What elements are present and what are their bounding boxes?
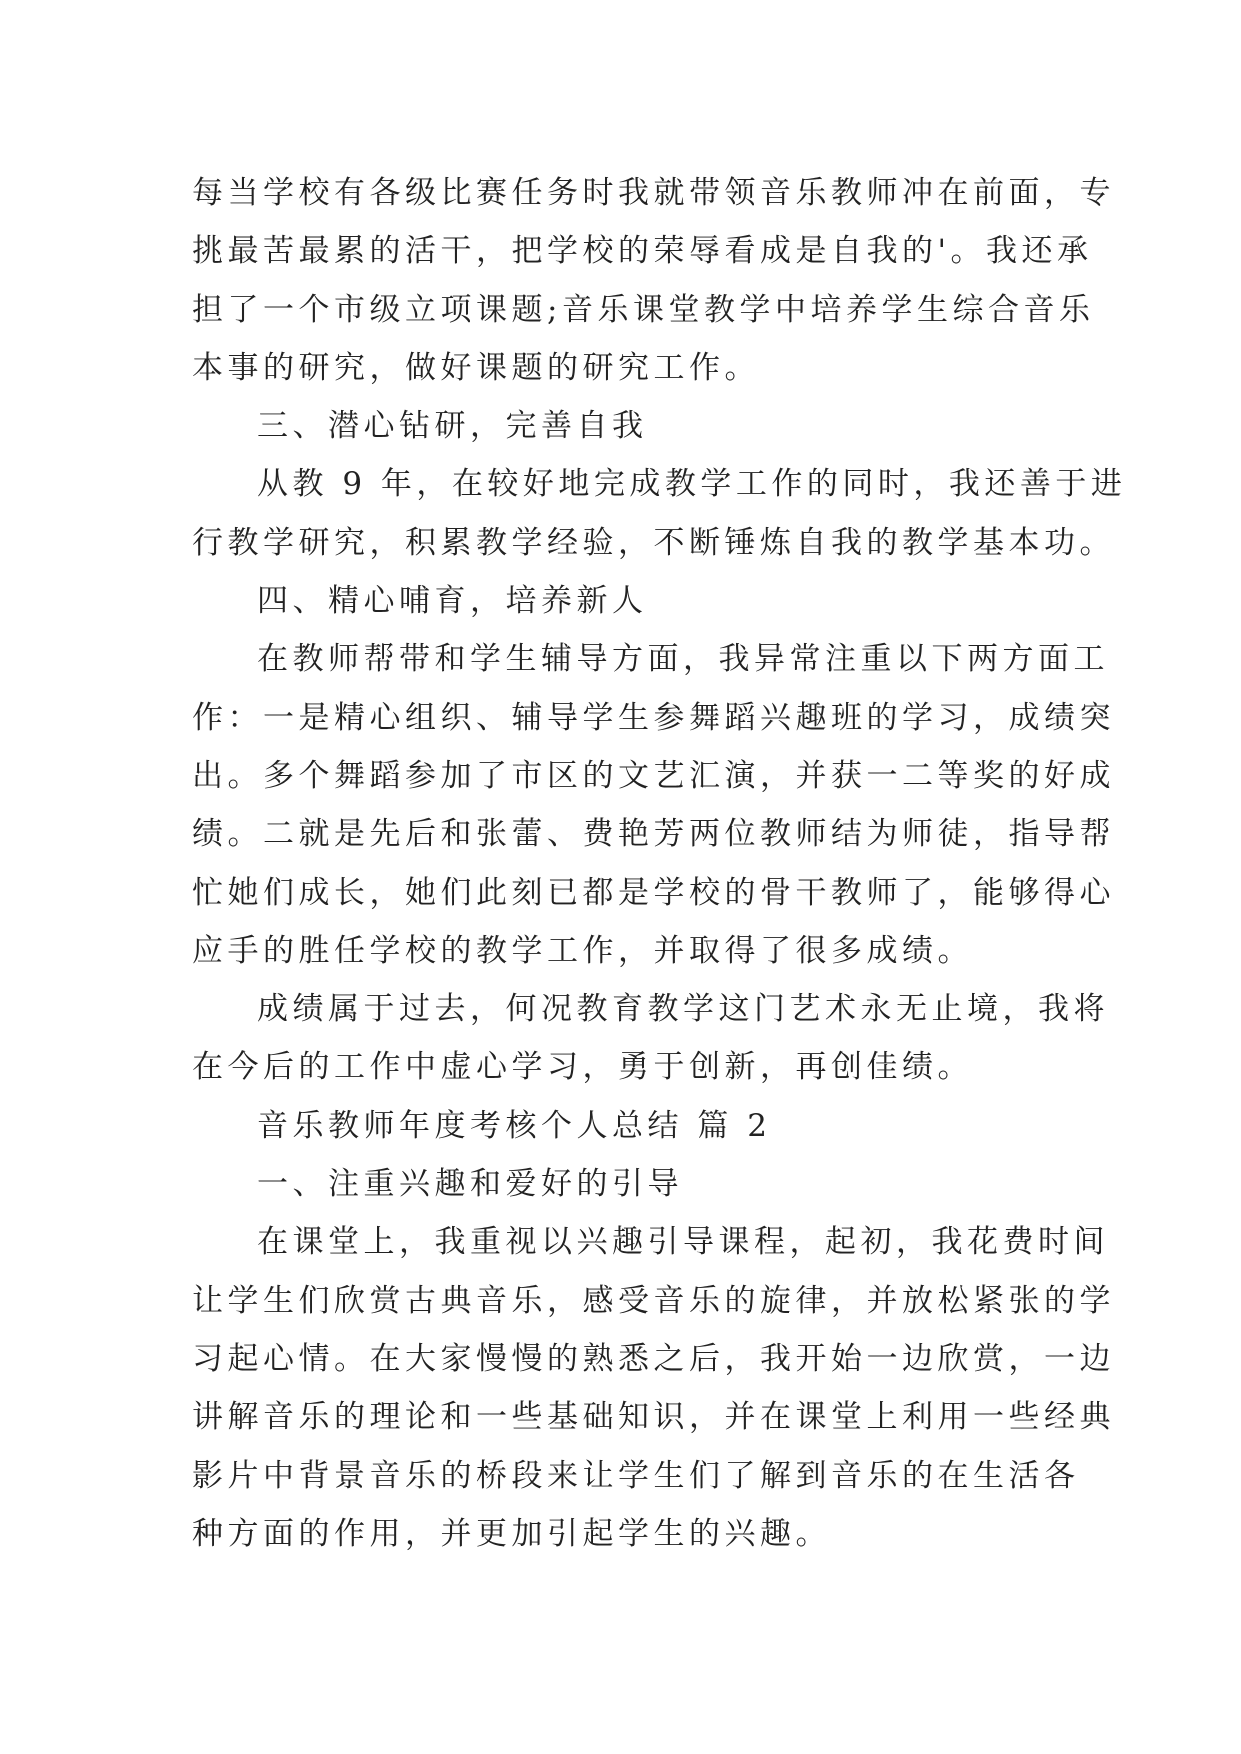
text-line: 从教 9 年，在较好地完成教学工作的同时，我还善于进 — [257, 466, 1127, 503]
text-line: 四、精心哺育，培养新人 — [257, 583, 648, 620]
text-line: 绩。二就是先后和张蕾、费艳芳两位教师结为师徒，指导帮 — [192, 816, 1115, 853]
document-body — [192, 164, 1127, 1563]
text-line: 在今后的工作中虚心学习，勇于创新，再创佳绩。 — [192, 1049, 973, 1086]
text-line: 本事的研究，做好课题的研究工作。 — [192, 349, 760, 386]
text-line: 在课堂上，我重视以兴趣引导课程，起初，我花费时间 — [257, 1224, 1109, 1261]
text-line: 种方面的作用，并更加引起学生的兴趣。 — [192, 1515, 831, 1552]
text-line: 担了一个市级立项课题;音乐课堂教学中培养学生综合音乐 — [192, 291, 1095, 328]
text-line: 影片中背景音乐的桥段来让学生们了解到音乐的在生活各 — [192, 1457, 1080, 1494]
text-line: 讲解音乐的理论和一些基础知识，并在课堂上利用一些经典 — [192, 1399, 1115, 1436]
text-line: 每当学校有各级比赛任务时我就带领音乐教师冲在前面，专 — [192, 175, 1115, 211]
text-line: 在教师帮带和学生辅导方面，我异常注重以下两方面工 — [257, 641, 1109, 678]
text-line: 行教学研究，积累教学经验，不断锤炼自我的教学基本功。 — [192, 524, 1115, 561]
text-line: 出。多个舞蹈参加了市区的文艺汇演，并获一二等奖的好成 — [192, 757, 1115, 794]
text-line: 挑最苦最累的活干，把学校的荣辱看成是自我的'。我还承 — [192, 233, 1093, 270]
text-line: 忙她们成长，她们此刻已都是学校的骨干教师了，能够得心 — [192, 874, 1115, 911]
text-line: 让学生们欣赏古典音乐，感受音乐的旋律，并放松紧张的学 — [192, 1282, 1115, 1319]
text-line: 习起心情。在大家慢慢的熟悉之后，我开始一边欣赏，一边 — [192, 1340, 1115, 1377]
text-line: 一、注重兴趣和爱好的引导 — [257, 1166, 683, 1203]
text-line: 成绩属于过去，何况教育教学这门艺术永无止境，我将 — [257, 991, 1109, 1028]
text-line: 作：一是精心组织、辅导学生参舞蹈兴趣班的学习，成绩突 — [192, 699, 1115, 736]
text-line: 应手的胜任学校的教学工作，并取得了很多成绩。 — [192, 932, 973, 969]
text-line: 音乐教师年度考核个人总结 篇 2 — [257, 1107, 772, 1144]
text-line: 三、潜心钻研，完善自我 — [257, 408, 648, 445]
